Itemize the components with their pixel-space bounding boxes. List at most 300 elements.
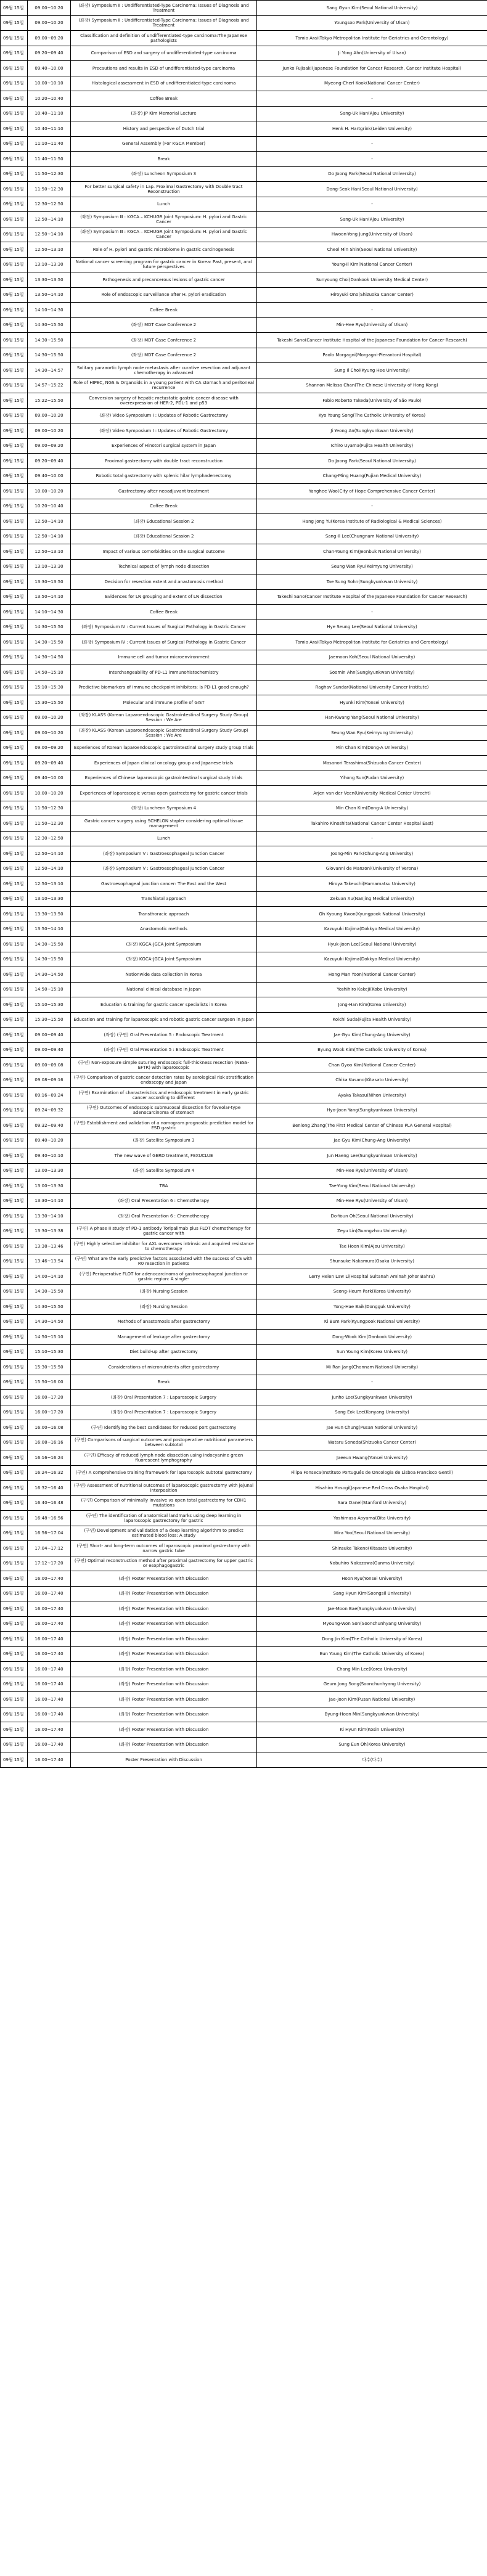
row-date: 09월 15일 <box>1 1042 28 1058</box>
row-date: 09월 15일 <box>1 408 28 423</box>
table-row <box>1 529 487 544</box>
row-session-title: Conversion surgery of hepatic metastatic gastric cancer disease with overexpression of HER-2, PDL-1 and p53 <box>71 393 257 409</box>
row-speaker: Sung Il Choi(Kyung Hee University) <box>257 363 487 378</box>
row-date: 09월 15일 <box>1 227 28 242</box>
row-speaker: Seung Wan Ryu(Keimyung University) <box>257 559 487 574</box>
row-speaker: Jun Haeng Lee(Sungkyunkwan University) <box>257 1148 487 1164</box>
row-session-title: Management of leakage after gastrectomy <box>71 1330 257 1345</box>
row-time: 16:00~17:40 <box>28 1632 71 1647</box>
row-time: 13:00~13:30 <box>28 1163 71 1179</box>
row-date: 09월 15일 <box>1 499 28 514</box>
row-speaker: Dong Jin Kim(The Catholic University of Korea) <box>257 1632 487 1647</box>
row-session-title: (구연) Identifying the best candidates for reduced port gastrectomy <box>71 1420 257 1436</box>
row-time: 09:32~09:40 <box>28 1118 71 1134</box>
row-date: 09월 15일 <box>1 1224 28 1239</box>
row-session-title: (구연) Efficacy of reduced lymph node dissection using indocyanine green fluorescent lymphography <box>71 1450 257 1466</box>
table-row <box>1 423 487 439</box>
row-session-title: National cancer screening program for gastric cancer in Korea: Past, present, and future perspectives <box>71 257 257 272</box>
row-session-title: (구연) Highly selective inhibitor for AXL overcomes intrinsic and acquired resistance to chemotherapy <box>71 1239 257 1254</box>
row-speaker: Hong Man Yoon(National Cancer Center) <box>257 967 487 983</box>
row-speaker: Hang Jong Yu(Korea Institute of Radiological & Medical Sciences) <box>257 514 487 530</box>
row-time: 09:20~09:40 <box>28 46 71 61</box>
row-session-title: (좌장) Poster Presentation with Discussion <box>71 1601 257 1617</box>
row-date: 09월 15일 <box>1 1103 28 1118</box>
table-row <box>1 1314 487 1330</box>
row-session-title: Gastroesophageal junction cancer: The East and the West <box>71 877 257 892</box>
row-speaker: Jae Hun Chung(Pusan National University) <box>257 1420 487 1436</box>
row-date: 09월 15일 <box>1 1088 28 1103</box>
row-speaker: Junko Fujisaki(Japanese Foundation for Cancer Research, Cancer Institute Hospital) <box>257 61 487 76</box>
row-time: 12:50~14:10 <box>28 212 71 227</box>
row-time: 13:30~13:50 <box>28 907 71 922</box>
row-time: 11:50~12:30 <box>28 801 71 816</box>
row-speaker: Min-Hee Ryu(University of Ulsan) <box>257 1193 487 1209</box>
row-time: 13:50~14:10 <box>28 922 71 937</box>
row-speaker: Mi Ran Jang(Chonnam National University) <box>257 1360 487 1375</box>
row-time: 10:20~10:40 <box>28 91 71 107</box>
row-speaker: Do Joong Park(Seoul National University) <box>257 454 487 469</box>
row-date: 09월 15일 <box>1 1632 28 1647</box>
table-row <box>1 1571 487 1587</box>
row-speaker: - <box>257 831 487 846</box>
row-date: 09월 15일 <box>1 1405 28 1420</box>
row-date: 09월 15일 <box>1 1737 28 1752</box>
row-speaker: Hiroya Takeuchi(Hamamatsu University) <box>257 877 487 892</box>
row-date: 09월 15일 <box>1 1118 28 1134</box>
row-speaker: Sang Gyun Kim(Seoul National University) <box>257 1 487 16</box>
row-session-title: (구연) Examination of characteristics and endoscopic treatment in early gastric cancer according to different <box>71 1088 257 1103</box>
row-speaker: Sang Hyun Kim(Soongsil University) <box>257 1586 487 1601</box>
row-speaker: Han-Kwang Yang(Seoul National University) <box>257 710 487 726</box>
row-session-title: Role of HIPEC, NGS & Organoids in a young patient with CA stomach and peritoneal recurrence <box>71 378 257 393</box>
row-session-title: Break <box>71 152 257 167</box>
row-date: 09월 15일 <box>1 619 28 635</box>
table-row <box>1 1269 487 1285</box>
row-time: 14:30~14:57 <box>28 363 71 378</box>
row-date: 09월 15일 <box>1 136 28 152</box>
row-time: 12:50~13:10 <box>28 242 71 258</box>
row-time: 14:30~15:50 <box>28 1299 71 1315</box>
row-date: 09월 15일 <box>1 1646 28 1662</box>
row-date: 09월 15일 <box>1 861 28 877</box>
table-row <box>1 197 487 212</box>
row-session-title: Comparison of ESD and surgery of undifferentiated-type carcinoma <box>71 46 257 61</box>
row-time: 15:30~15:50 <box>28 1360 71 1375</box>
row-date: 09월 15일 <box>1 242 28 258</box>
row-session-title: For better surgical safety in Lap. Proximal Gastrectomy with Double tract Reconstruction <box>71 182 257 197</box>
row-time: 12:50~14:10 <box>28 861 71 877</box>
row-date: 09월 15일 <box>1 726 28 741</box>
table-row <box>1 468 487 484</box>
table-row <box>1 1088 487 1103</box>
row-session-title: (구연) Comparison of minimally invasive vs open total gastrectomy for CDH1 mutations <box>71 1495 257 1511</box>
row-date: 09월 15일 <box>1 1209 28 1224</box>
row-date: 09월 15일 <box>1 1344 28 1360</box>
row-speaker: Joong-Min Park(Chung-Ang University) <box>257 846 487 862</box>
row-date: 09월 15일 <box>1 1148 28 1164</box>
row-session-title: (좌장) Poster Presentation with Discussion <box>71 1616 257 1632</box>
row-time: 09:40~10:20 <box>28 1133 71 1148</box>
row-session-title: (좌장) MDT Case Conference 2 <box>71 348 257 363</box>
row-session-title: The new wave of GERD treatment, FEXUCLUE <box>71 1148 257 1164</box>
row-time: 14:50~15:10 <box>28 982 71 997</box>
table-row <box>1 1360 487 1375</box>
row-date: 09월 15일 <box>1 423 28 439</box>
row-speaker: Sunyoung Choi(Dankook University Medical Center) <box>257 272 487 288</box>
row-date: 09월 15일 <box>1 333 28 348</box>
table-row <box>1 1209 487 1224</box>
table-row <box>1 1677 487 1692</box>
row-date: 09월 15일 <box>1 680 28 695</box>
table-row <box>1 1405 487 1420</box>
row-speaker: Chika Kusano(Kitasato University) <box>257 1073 487 1088</box>
row-time: 09:00~09:40 <box>28 1028 71 1043</box>
row-date: 09월 15일 <box>1 1677 28 1692</box>
table-row <box>1 861 487 877</box>
row-time: 16:00~17:40 <box>28 1601 71 1617</box>
row-time: 12:50~13:10 <box>28 877 71 892</box>
row-date: 09월 15일 <box>1 182 28 197</box>
row-time: 09:24~09:32 <box>28 1103 71 1118</box>
row-time: 16:00~17:40 <box>28 1586 71 1601</box>
row-speaker: - <box>257 91 487 107</box>
row-session-title: (구연) Development and validation of a deep learning algorithm to predict estimated blood loss: A study <box>71 1526 257 1541</box>
row-date: 09월 15일 <box>1 91 28 107</box>
row-speaker: Oh Kyoung Kwon(Kyungpook National University) <box>257 907 487 922</box>
row-session-title: (좌장) (구연) Oral Presentation 5 : Endoscopic Treatment <box>71 1042 257 1058</box>
row-session-title: Experiences of Japan clinical oncology group and Japanese trials <box>71 756 257 771</box>
row-speaker: Fabio Roberto Takeda(University of São Paulo) <box>257 393 487 409</box>
row-date: 09월 15일 <box>1 272 28 288</box>
row-session-title: (좌장) Nursing Session <box>71 1299 257 1315</box>
row-session-title: (좌장) Educational Session 2 <box>71 529 257 544</box>
row-speaker: Jaemoon Koh(Seoul National University) <box>257 650 487 665</box>
row-date: 09월 15일 <box>1 665 28 681</box>
row-speaker: Filipa Fonseca(Instituto Português de Oncologia de Lisboa Francisco Gentil) <box>257 1465 487 1481</box>
row-time: 11:40~11:50 <box>28 152 71 167</box>
row-date: 09월 15일 <box>1 937 28 952</box>
row-time: 17:12~17:20 <box>28 1556 71 1571</box>
row-speaker: Min Chan Kim(Dong-A University) <box>257 740 487 756</box>
row-time: 12:50~14:10 <box>28 227 71 242</box>
row-time: 16:40~16:48 <box>28 1495 71 1511</box>
row-date: 09월 15일 <box>1 46 28 61</box>
row-speaker: Jae-Joon Kim(Pusan National University) <box>257 1692 487 1707</box>
row-session-title: (좌장) Educational Session 2 <box>71 514 257 530</box>
row-speaker: Zeyu Lin(Guangzhou University) <box>257 1224 487 1239</box>
row-time: 14:30~15:50 <box>28 937 71 952</box>
table-row <box>1 1390 487 1405</box>
row-time: 09:00~09:40 <box>28 1042 71 1058</box>
row-speaker: Cheol Min Shin(Seoul National University) <box>257 242 487 258</box>
row-speaker: Ichiro Uyama(Fujita Health University) <box>257 438 487 454</box>
row-session-title: Anastomotic methods <box>71 922 257 937</box>
row-session-title: Transhiatal approach <box>71 891 257 907</box>
row-session-title: Experiences of Hinotori surgical system in Japan <box>71 438 257 454</box>
row-time: 12:50~13:10 <box>28 544 71 560</box>
row-date: 09월 15일 <box>1 1012 28 1028</box>
row-time: 14:30~15:50 <box>28 952 71 967</box>
row-date: 09월 15일 <box>1 529 28 544</box>
row-time: 16:00~17:40 <box>28 1722 71 1738</box>
row-time: 09:00~09:08 <box>28 1058 71 1073</box>
table-row <box>1 710 487 726</box>
row-date: 09월 15일 <box>1 831 28 846</box>
row-session-title: (좌장) Symposium Ⅴ : Gastroesophageal Junction Cancer <box>71 846 257 862</box>
table-row <box>1 499 487 514</box>
table-row <box>1 680 487 695</box>
row-speaker: Yihong Sun(Fudan University) <box>257 771 487 786</box>
table-row <box>1 1284 487 1299</box>
row-speaker: Masanori Terashima(Shizuoka Cancer Center) <box>257 756 487 771</box>
row-speaker: Sun Young Kim(Korea University) <box>257 1344 487 1360</box>
row-time: 11:50~12:30 <box>28 182 71 197</box>
table-row <box>1 1586 487 1601</box>
row-session-title: (좌장) Poster Presentation with Discussion <box>71 1646 257 1662</box>
table-row <box>1 1028 487 1043</box>
row-speaker: Takahiro Kinoshita(National Cancer Center Hospital East) <box>257 816 487 832</box>
table-row <box>1 922 487 937</box>
row-date: 09월 15일 <box>1 891 28 907</box>
table-row <box>1 348 487 363</box>
row-speaker: Hyuk-Joon Lee(Seoul National University) <box>257 937 487 952</box>
row-session-title: (좌장) Poster Presentation with Discussion <box>71 1692 257 1707</box>
row-speaker: Chang-Ming Huang(Fujian Medical University) <box>257 468 487 484</box>
row-time: 12:50~14:10 <box>28 529 71 544</box>
row-session-title: (좌장) Symposium Ⅳ : Current Issues of Surgical Pathology in Gastric Cancer <box>71 635 257 650</box>
table-row <box>1 816 487 832</box>
row-session-title: Immune cell and tumor microenvironment <box>71 650 257 665</box>
row-speaker: Kyo Young Song(The Catholic University of Korea) <box>257 408 487 423</box>
table-row <box>1 1662 487 1677</box>
table-row <box>1 665 487 681</box>
table-row <box>1 91 487 107</box>
row-speaker: Dong-Seok Han(Seoul National University) <box>257 182 487 197</box>
row-speaker: Dong-Wook Kim(Dankook University) <box>257 1330 487 1345</box>
row-time: 12:30~12:50 <box>28 197 71 212</box>
row-speaker: Tae-Yong Kim(Seoul National University) <box>257 1179 487 1194</box>
row-time: 14:10~14:30 <box>28 303 71 318</box>
row-session-title: Precautions and results in ESD of undifferentiated-type carcinoma <box>71 61 257 76</box>
row-date: 09월 15일 <box>1 1465 28 1481</box>
row-speaker: Hisahiro Hosogi(Japanese Red Cross Osaka Hospital) <box>257 1481 487 1496</box>
row-session-title: Lunch <box>71 197 257 212</box>
row-speaker: Tomio Arai(Tokyo Metropolitan Institute for Geriatrics and Gerontology) <box>257 635 487 650</box>
row-date: 09월 15일 <box>1 317 28 333</box>
table-row <box>1 106 487 121</box>
row-speaker: - <box>257 499 487 514</box>
table-row <box>1 152 487 167</box>
row-speaker: - <box>257 1375 487 1390</box>
row-date: 09월 15일 <box>1 574 28 590</box>
row-session-title: (좌장) KLASS (Korean Laparoendoscopic Gastrointestinal Surgery Study Group) Session : We Are <box>71 710 257 726</box>
table-row <box>1 166 487 182</box>
row-time: 13:38~13:46 <box>28 1239 71 1254</box>
row-date: 09월 15일 <box>1 605 28 620</box>
row-date: 09월 15일 <box>1 287 28 303</box>
row-date: 09월 15일 <box>1 1269 28 1285</box>
table-row <box>1 771 487 786</box>
table-row <box>1 740 487 756</box>
table-row <box>1 1299 487 1315</box>
table-row <box>1 1 487 16</box>
row-time: 16:56~17:04 <box>28 1526 71 1541</box>
row-speaker: Wataru Soneda(Shizuoka Cancer Center) <box>257 1435 487 1450</box>
table-row <box>1 46 487 61</box>
row-session-title: (구연) Optimal reconstruction method after proximal gastrectomy for upper gastric or esophagogastric <box>71 1556 257 1571</box>
row-time: 10:20~10:40 <box>28 499 71 514</box>
row-time: 11:50~12:30 <box>28 816 71 832</box>
row-session-title: Coffee Break <box>71 605 257 620</box>
row-date: 09월 15일 <box>1 1028 28 1043</box>
row-date: 09월 15일 <box>1 1284 28 1299</box>
row-speaker: Kazuyuki Kojima(Dokkyo Medical University) <box>257 922 487 937</box>
row-session-title: Gastrectomy after neoadjuvant treatment <box>71 484 257 499</box>
row-speaker: Ki Hyun Kim(Kosin University) <box>257 1722 487 1738</box>
row-speaker: Arjen van der Veen(University Medical Center Utrecht) <box>257 786 487 801</box>
table-row <box>1 1632 487 1647</box>
row-date: 09월 15일 <box>1 1481 28 1496</box>
row-session-title: (좌장) Oral Presentation 6 : Chemotherapy <box>71 1193 257 1209</box>
table-row <box>1 997 487 1013</box>
row-session-title: Break <box>71 1375 257 1390</box>
row-speaker: Do Joong Park(Seoul National University) <box>257 166 487 182</box>
row-time: 15:30~15:50 <box>28 1012 71 1028</box>
row-date: 09월 15일 <box>1 710 28 726</box>
row-date: 09월 15일 <box>1 152 28 167</box>
row-speaker: Koichi Suda(Fujita Health University) <box>257 1012 487 1028</box>
row-time: 16:00~17:40 <box>28 1662 71 1677</box>
row-time: 14:30~15:50 <box>28 348 71 363</box>
row-time: 14:30~14:50 <box>28 650 71 665</box>
row-session-title: Education and training for laparoscopic and robotic gastric cancer surgeon in Japan <box>71 1012 257 1028</box>
table-row <box>1 182 487 197</box>
row-session-title: Nationwide data collection in Korea <box>71 967 257 983</box>
row-speaker: Ji Yeong An(Sungkyunkwan University) <box>257 423 487 439</box>
row-speaker: Do-Youn Oh(Seoul National University) <box>257 1209 487 1224</box>
table-row <box>1 574 487 590</box>
row-date: 09월 15일 <box>1 166 28 182</box>
table-row <box>1 1224 487 1239</box>
row-time: 16:00~17:40 <box>28 1677 71 1692</box>
row-session-title: (좌장) Video Symposium Ⅰ : Updates of Robotic Gastrectomy <box>71 423 257 439</box>
row-time: 12:50~14:10 <box>28 846 71 862</box>
row-time: 14:57~15:22 <box>28 378 71 393</box>
row-speaker: Mira Yoo(Seoul National University) <box>257 1526 487 1541</box>
row-date: 09월 15일 <box>1 257 28 272</box>
row-speaker: Paolo Morgagni(Morgagni-Pierantoni Hospital) <box>257 348 487 363</box>
row-session-title: (좌장) KLASS (Korean Laparoendoscopic Gastrointestinal Surgery Study Group) Session : We Are <box>71 726 257 741</box>
row-session-title: (좌장) Symposium Ⅱ : Undifferentiated-Type Carcinoma: Issues of Diagnosis and Treatment <box>71 1 257 16</box>
row-session-title: Methods of anastomosis after gastrectomy <box>71 1314 257 1330</box>
row-time: 14:30~15:50 <box>28 333 71 348</box>
row-time: 16:08~16:16 <box>28 1435 71 1450</box>
table-row <box>1 1435 487 1450</box>
table-row <box>1 121 487 137</box>
table-row <box>1 333 487 348</box>
row-speaker: Seung Wan Ryu(Keimyung University) <box>257 726 487 741</box>
row-time: 09:00~10:20 <box>28 423 71 439</box>
row-time: 09:00~10:20 <box>28 408 71 423</box>
row-session-title: Decision for resection extent and anastomosis method <box>71 574 257 590</box>
table-row <box>1 635 487 650</box>
row-session-title: (좌장) JP Kim Memorial Lecture <box>71 106 257 121</box>
row-session-title: (구연) A phase II study of PD-1 antibody Toripalimab plus FLOT chemotherapy for gastric cancer with <box>71 1224 257 1239</box>
row-time: 09:40~10:10 <box>28 1148 71 1164</box>
row-session-title: National clinical database in Japan <box>71 982 257 997</box>
row-session-title: (좌장) Luncheon Symposium 4 <box>71 801 257 816</box>
row-time: 10:00~10:10 <box>28 76 71 91</box>
row-speaker: Soomin Ahn(Sungkyunkwan University) <box>257 665 487 681</box>
row-speaker: Hwoon-Yong Jung(University of Ulsan) <box>257 227 487 242</box>
row-date: 09월 15일 <box>1 650 28 665</box>
table-row <box>1 589 487 605</box>
table-row <box>1 846 487 862</box>
row-date: 09월 15일 <box>1 1450 28 1466</box>
row-speaker: Byung-Hoon Min(Sungkyunkwan University) <box>257 1707 487 1722</box>
row-time: 11:10~11:40 <box>28 136 71 152</box>
row-speaker: Min-Hee Ryu(University of Ulsan) <box>257 317 487 333</box>
table-row <box>1 726 487 741</box>
row-date: 09월 15일 <box>1 348 28 363</box>
row-session-title: Pathogenesis and precancerous lesions of gastric cancer <box>71 272 257 288</box>
table-row <box>1 136 487 152</box>
row-session-title: (좌장) Symposium Ⅳ : Current Issues of Surgical Pathology in Gastric Cancer <box>71 619 257 635</box>
row-speaker: Tae Sung Sohn(Sungkyunkwan University) <box>257 574 487 590</box>
row-speaker: Hye Seung Lee(Seoul National University) <box>257 619 487 635</box>
row-session-title: Technical aspect of lymph node dissection <box>71 559 257 574</box>
row-date: 09월 15일 <box>1 468 28 484</box>
row-date: 09월 15일 <box>1 1254 28 1269</box>
row-speaker: Zekuan Xu(Nanjing Medical University) <box>257 891 487 907</box>
table-row <box>1 619 487 635</box>
row-session-title: (좌장) KGCA-JGCA Joint Symposium <box>71 937 257 952</box>
table-row <box>1 1148 487 1164</box>
row-session-title: Poster Presentation with Discussion <box>71 1752 257 1768</box>
row-date: 09월 15일 <box>1 740 28 756</box>
row-speaker: Chang Min Lee(Korea University) <box>257 1662 487 1677</box>
row-time: 10:40~11:10 <box>28 121 71 137</box>
row-time: 09:00~10:20 <box>28 15 71 31</box>
row-time: 15:30~15:50 <box>28 695 71 711</box>
row-date: 09월 15일 <box>1 801 28 816</box>
table-row <box>1 363 487 378</box>
row-date: 09월 15일 <box>1 1571 28 1587</box>
row-date: 09월 15일 <box>1 197 28 212</box>
row-time: 15:50~16:00 <box>28 1375 71 1390</box>
row-speaker: Ji Yong Ahn(University of Ulsan) <box>257 46 487 61</box>
row-date: 09월 15일 <box>1 1662 28 1677</box>
table-row <box>1 559 487 574</box>
row-date: 09월 15일 <box>1 846 28 862</box>
row-session-title: Solitary paraaortic lymph node metastasis after curative resection and adjuvant chemotherapy in advanced <box>71 363 257 378</box>
row-session-title: (구연) Comparison of gastric cancer detection rates by serological risk stratification endoscopy and Japan <box>71 1073 257 1088</box>
row-time: 09:00~10:20 <box>28 1 71 16</box>
row-time: 14:50~15:10 <box>28 1330 71 1345</box>
row-time: 10:00~10:20 <box>28 786 71 801</box>
row-time: 13:00~13:30 <box>28 1179 71 1194</box>
row-speaker: Jong-Han Kim(Korea University) <box>257 997 487 1013</box>
row-date: 09월 15일 <box>1 982 28 997</box>
table-row <box>1 1450 487 1466</box>
table-row <box>1 317 487 333</box>
row-date: 09월 15일 <box>1 1541 28 1556</box>
row-time: 09:00~09:20 <box>28 740 71 756</box>
row-time: 13:10~13:30 <box>28 257 71 272</box>
row-time: 14:30~14:50 <box>28 1314 71 1330</box>
row-speaker: Sang-Uk Han(Ajou University) <box>257 106 487 121</box>
row-session-title: Predictive biomarkers of immune checkpoint inhibitors: Is PD-L1 good enough? <box>71 680 257 695</box>
